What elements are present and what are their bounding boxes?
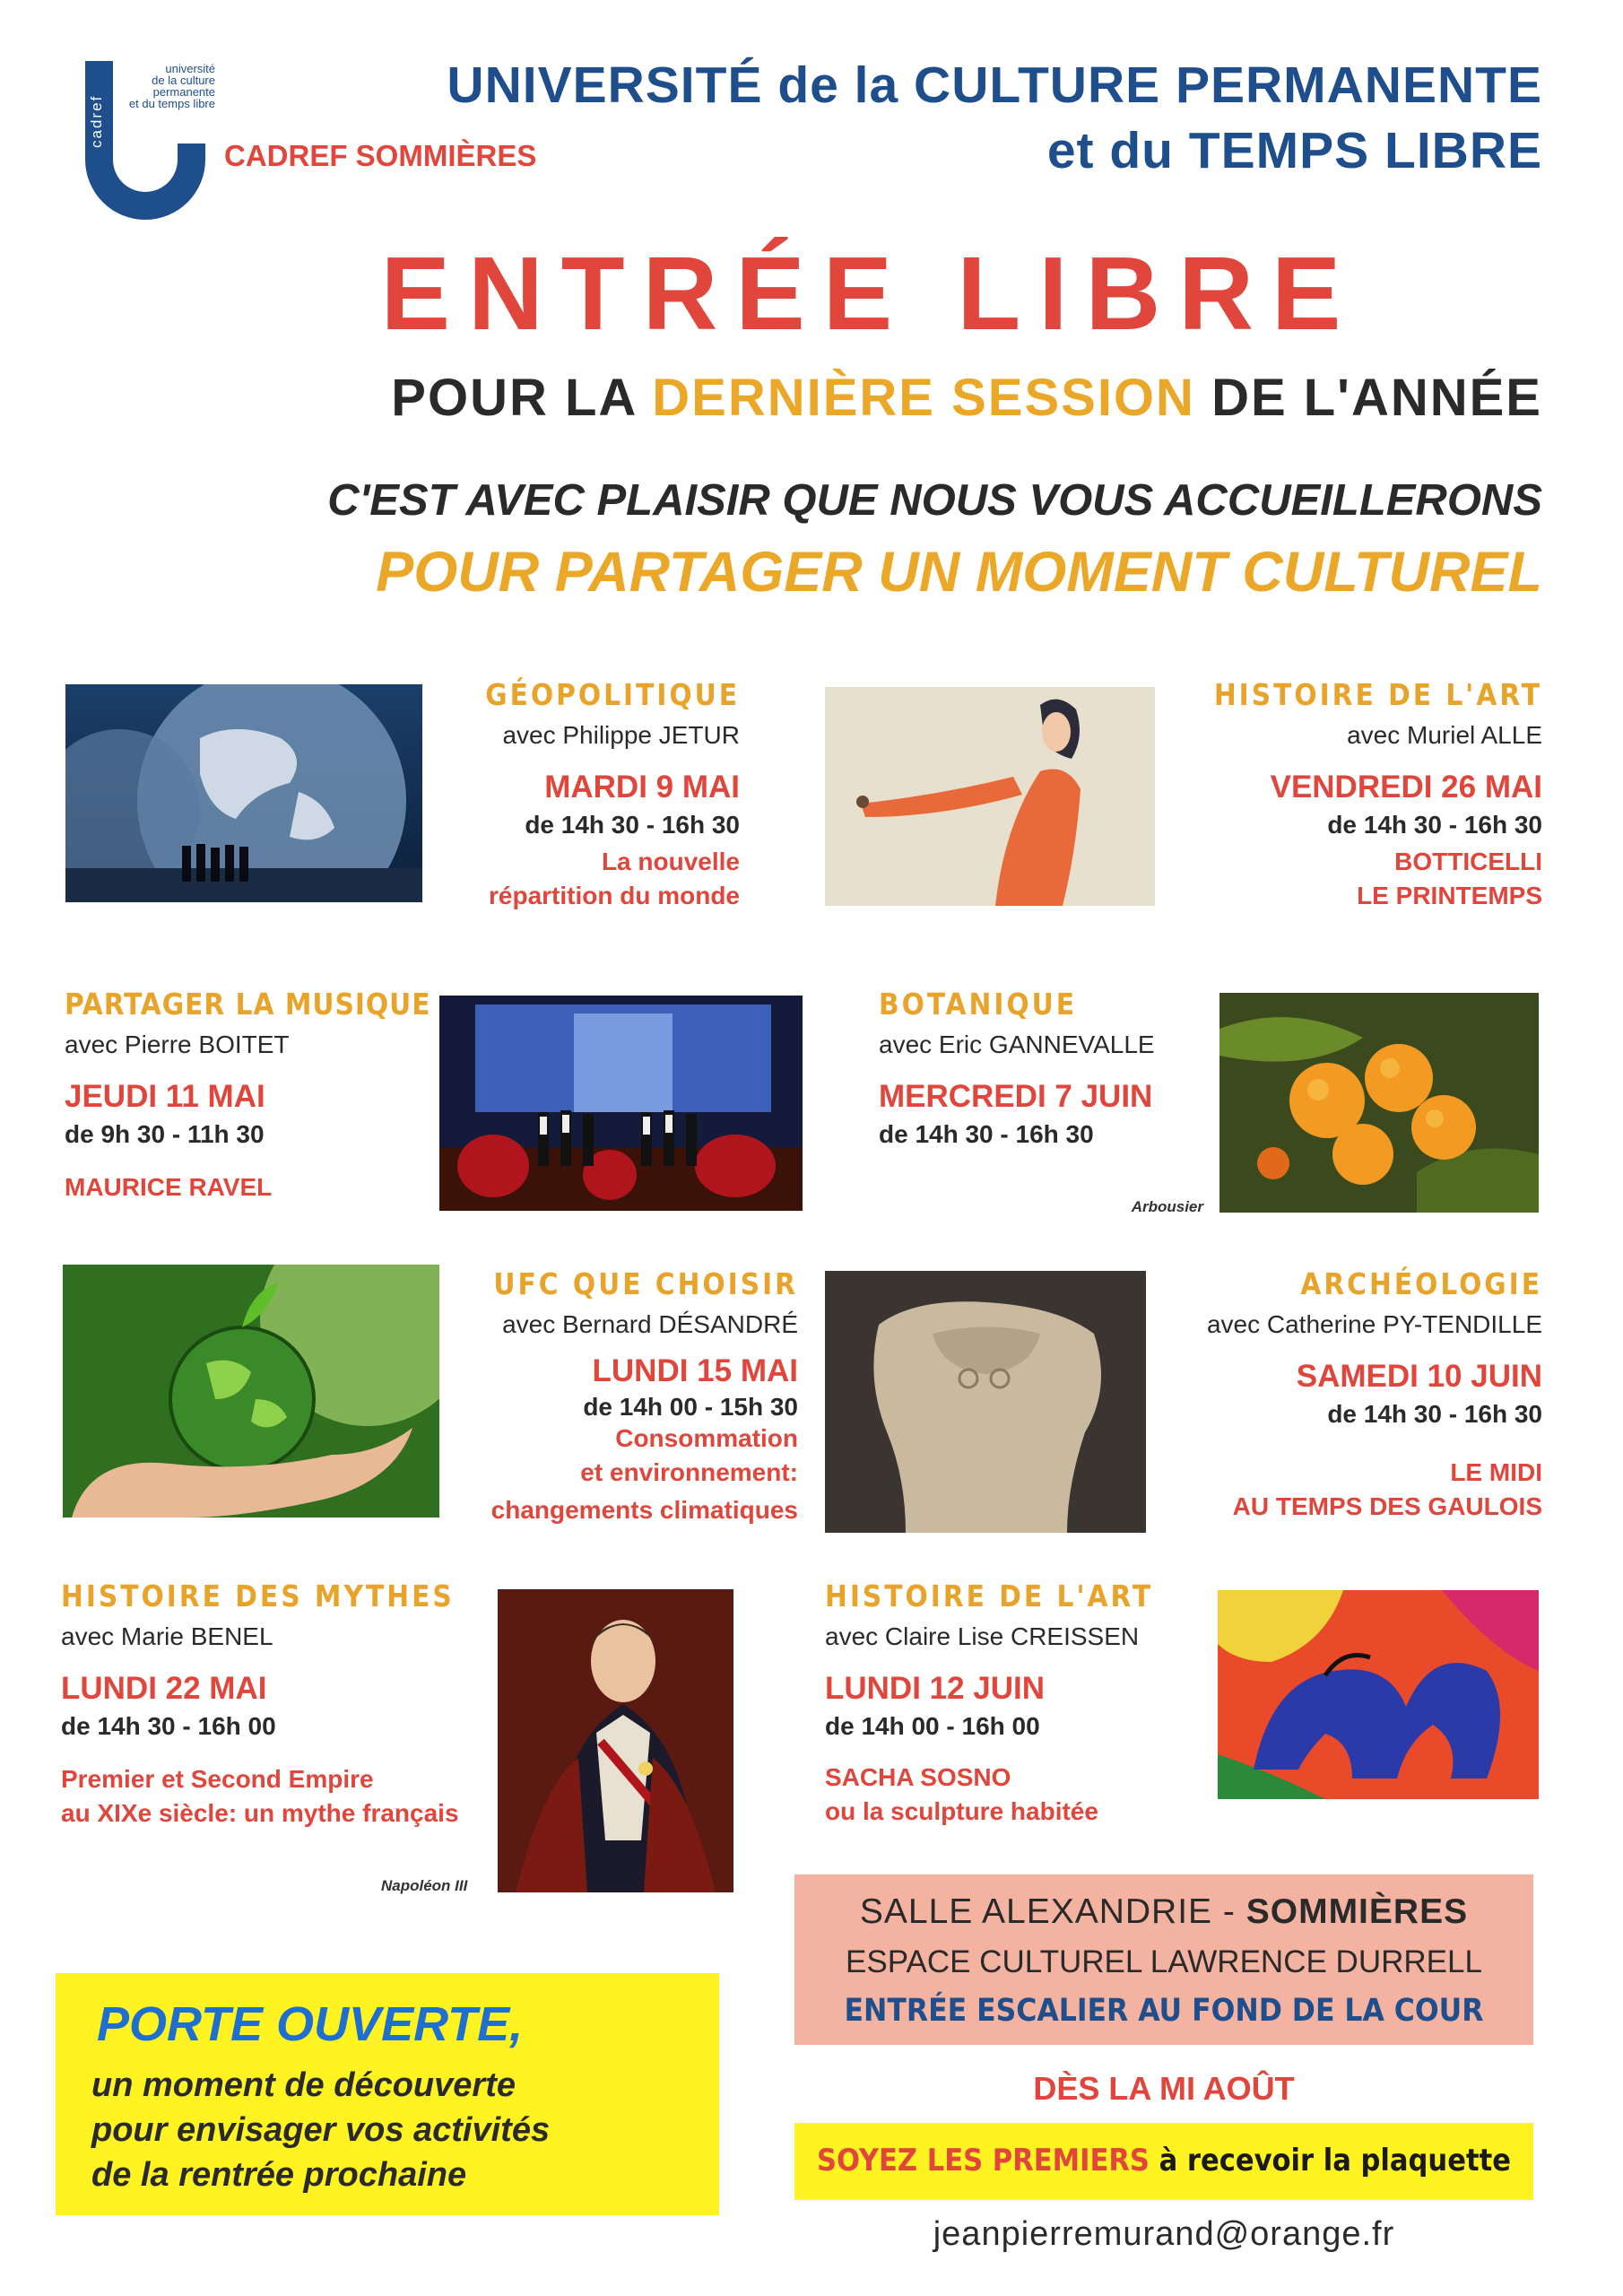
event-topic: UFC QUE CHOISIR	[493, 1266, 798, 1301]
event-topic: ARCHÉOLOGIE	[1300, 1266, 1542, 1301]
caption-arbousier: Arbousier	[1131, 1198, 1203, 1215]
logo-vertical-word: cadref	[88, 94, 105, 148]
gallic-statue-icon	[825, 1271, 1146, 1533]
open-door-text	[91, 2063, 550, 2197]
tagline1: C'EST AVEC PLAISIR QUE NOUS VOUS ACCUEILLERONS	[327, 476, 1542, 525]
event-block-ufc	[412, 1266, 798, 1527]
event-subject	[412, 845, 740, 913]
event-teacher: avec Claire Lise CREISSEN	[825, 1622, 1140, 1650]
event-date: LUNDI 22 MAI	[61, 1671, 267, 1706]
venue-line3: ENTRÉE ESCALIER AU FOND DE LA COUR	[844, 1993, 1484, 2029]
logo	[72, 61, 220, 227]
logo-line: université	[165, 62, 215, 75]
event-date: JEUDI 11 MAI	[65, 1079, 265, 1114]
event-hours: de 14h 30 - 16h 30	[1327, 811, 1542, 839]
event-topic: BOTANIQUE	[879, 987, 1078, 1022]
header-title-line2: et du TEMPS LIBRE	[1046, 122, 1542, 179]
event-subject	[61, 1762, 509, 1831]
event-subject-line: LE MIDI	[1450, 1458, 1542, 1486]
event-block-mythes	[61, 1578, 509, 1831]
header-subtitle: CADREF SOMMIÈRES	[224, 139, 537, 172]
event-subject-line: Consommation	[615, 1424, 798, 1452]
brochure-banner-highlight: SOYEZ LES PREMIERS	[817, 2143, 1150, 2179]
event-subject-line: La nouvelle	[601, 848, 740, 875]
event-subject	[825, 1761, 1219, 1829]
event-image-botticelli	[825, 687, 1155, 906]
contact-email[interactable]: jeanpierremurand@orange.fr	[933, 2215, 1395, 2253]
blue-horses-painting-icon	[1218, 1590, 1539, 1799]
event-teacher: avec Philippe JETUR	[502, 721, 740, 749]
logo-text	[117, 63, 215, 109]
event-hours: de 14h 30 - 16h 30	[879, 1120, 1094, 1148]
event-image-opera	[439, 996, 803, 1211]
event-teacher: avec Catherine PY-TENDILLE	[1206, 1310, 1542, 1338]
event-subject	[1166, 845, 1542, 913]
session-part3: DE L'ANNÉE	[1211, 369, 1542, 427]
open-door-title: PORTE OUVERTE,	[97, 1997, 524, 2051]
open-door-box	[56, 1973, 719, 2215]
logo-line: de la culture	[152, 74, 215, 87]
venue-line1-name: SALLE ALEXANDRIE -	[859, 1892, 1246, 1931]
event-topic: HISTOIRE DES MYTHES	[61, 1578, 455, 1613]
logo-line: et du temps libre	[128, 97, 215, 110]
event-topic: GÉOPOLITIQUE	[485, 677, 740, 712]
event-teacher: avec Eric GANNEVALLE	[879, 1031, 1155, 1058]
event-subject-line: MAURICE RAVEL	[65, 1173, 273, 1201]
event-block-archeologie	[1130, 1266, 1542, 1524]
arbutus-fruit-icon	[1219, 993, 1539, 1213]
event-subject-line: Premier et Second Empire	[61, 1765, 374, 1793]
event-subject-line: changements climatiques	[490, 1496, 798, 1524]
event-subject-line: répartition du monde	[489, 882, 740, 909]
event-image-arbousier	[1219, 993, 1539, 1213]
event-topic: PARTAGER LA MUSIQUE	[65, 987, 431, 1022]
headline: ENTRÉE LIBRE	[380, 235, 1359, 352]
painting-figure-icon	[825, 687, 1155, 906]
event-subject	[1130, 1456, 1542, 1524]
event-subject-line: SACHA SOSNO	[825, 1763, 1011, 1791]
event-teacher: avec Marie BENEL	[61, 1622, 273, 1650]
caption-napoleon: Napoléon III	[381, 1877, 468, 1894]
event-date: LUNDI 12 JUIN	[825, 1671, 1046, 1706]
event-hours: de 14h 00 - 16h 00	[825, 1712, 1040, 1740]
venue-line2: ESPACE CULTUREL LAWRENCE DURRELL	[846, 1944, 1482, 1979]
venue-line1-town: SOMMIÈRES	[1245, 1892, 1469, 1931]
event-date: VENDREDI 26 MAI	[1270, 770, 1542, 804]
earth-in-hand-icon	[63, 1265, 439, 1518]
event-image-blue-horses	[1218, 1590, 1539, 1799]
event-subject-line: au XIXe siècle: un mythe français	[61, 1799, 459, 1827]
napoleon-portrait-icon	[498, 1589, 733, 1892]
event-subject-line: LE PRINTEMPS	[1357, 882, 1542, 909]
event-image-napoleon	[498, 1589, 733, 1892]
open-door-line: pour envisager vos activités	[91, 2111, 551, 2149]
venue-box	[794, 1874, 1533, 2045]
event-block-botanique	[879, 987, 1237, 1149]
header-title-line1: UNIVERSITÉ de la CULTURE PERMANENTE	[447, 57, 1542, 114]
opera-stage-icon	[439, 996, 803, 1211]
event-hours: de 14h 30 - 16h 00	[61, 1712, 276, 1740]
event-block-art-alle	[1166, 677, 1542, 913]
event-image-globe	[65, 684, 422, 902]
event-block-art-creissen	[825, 1578, 1219, 1829]
session-part2: DERNIÈRE SESSION	[652, 369, 1195, 427]
event-subject-line: et environnement:	[580, 1458, 798, 1486]
event-date: MERCREDI 7 JUIN	[879, 1079, 1153, 1114]
brochure-banner-text	[794, 2123, 1533, 2179]
mid-august: DÈS LA MI AOÛT	[1033, 2070, 1295, 2107]
tagline2: POUR PARTAGER UN MOMENT CULTUREL	[376, 541, 1542, 604]
event-date: SAMEDI 10 JUIN	[1296, 1359, 1542, 1394]
event-hours: de 14h 30 - 16h 30	[1327, 1400, 1542, 1428]
event-subject	[65, 1170, 432, 1205]
brochure-banner-rest: à recevoir la plaquette	[1149, 2143, 1511, 2179]
event-image-earth-hand	[63, 1265, 439, 1518]
event-subject-line: AU TEMPS DES GAULOIS	[1232, 1492, 1542, 1520]
event-teacher: avec Bernard DÉSANDRÉ	[502, 1310, 798, 1338]
event-subject-line: ou la sculpture habitée	[825, 1797, 1098, 1825]
session-part1: POUR LA	[391, 369, 637, 427]
session-line	[179, 368, 1542, 428]
event-block-musique	[65, 987, 432, 1205]
event-hours: de 14h 00 - 15h 30	[583, 1393, 798, 1421]
event-teacher: avec Muriel ALLE	[1347, 721, 1542, 749]
event-block-geopolitique	[412, 677, 740, 913]
event-teacher: avec Pierre BOITET	[65, 1031, 290, 1058]
globe-photo-icon	[65, 684, 422, 902]
brochure-banner	[794, 2123, 1533, 2200]
event-subject-line: BOTTICELLI	[1394, 848, 1542, 875]
event-subject	[412, 1422, 798, 1527]
event-date: MARDI 9 MAI	[544, 770, 740, 804]
event-topic: HISTOIRE DE L'ART	[1213, 677, 1542, 712]
event-topic: HISTOIRE DE L'ART	[825, 1578, 1154, 1613]
open-door-line: un moment de découverte	[91, 2066, 516, 2104]
open-door-line: de la rentrée prochaine	[91, 2156, 467, 2194]
event-date: LUNDI 15 MAI	[592, 1353, 798, 1388]
logo-line: permanente	[152, 85, 215, 99]
venue-line1	[794, 1892, 1533, 1932]
event-hours: de 9h 30 - 11h 30	[65, 1120, 265, 1148]
event-image-statue	[825, 1271, 1146, 1533]
event-hours: de 14h 30 - 16h 30	[525, 811, 740, 839]
